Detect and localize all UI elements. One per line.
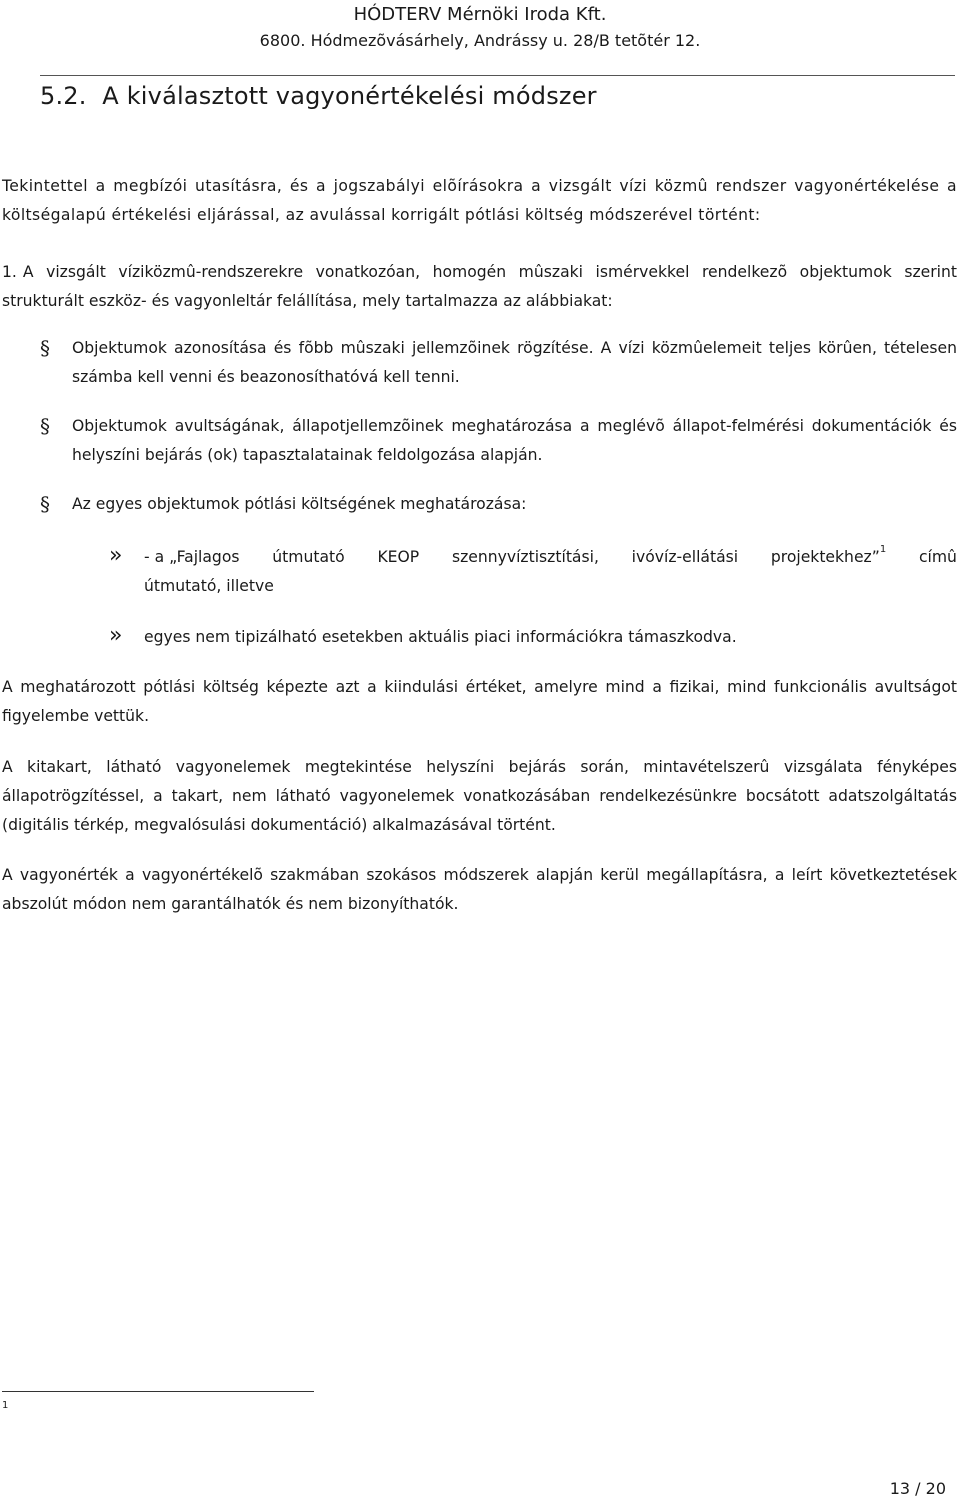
paragraph: A meghatározott pótlási költség képezte azt a kiindulási értéket, amelyre mind a fizikai, mind funkcionális avultságot figyelembe vettük. xyxy=(2,678,957,725)
double-chevron-icon: » xyxy=(109,623,123,648)
item-number: 1. xyxy=(2,263,17,281)
header-divider xyxy=(40,75,955,76)
bullet-item xyxy=(2,490,957,519)
sub-word-with-footnote: projektekhez”$^1$ xyxy=(770,544,887,566)
bullet-text: Objektumok avultságának, állapotjellemzõinek meghatározása a meglévõ állapot-felmérési dokumentációk és helyszíni bejárás (ok) tapasztalatainak feldolgozása alapján. xyxy=(72,417,957,464)
document-body xyxy=(2,172,957,919)
section-sign-icon: § xyxy=(40,492,50,516)
sub-item xyxy=(2,623,957,652)
paragraph: A vagyonérték a vagyonértékelõ szakmában szokásos módszerek alapján kerül megállapításra, a leírt következtetések abszolút módon nem garantálhatók és nem bizonyíthatók. xyxy=(2,866,957,913)
section-title: 5.2. A kiválasztott vagyonértékelési módszer xyxy=(40,82,597,110)
sub-item xyxy=(2,543,957,601)
double-chevron-icon: » xyxy=(109,543,123,568)
section-sign-icon: § xyxy=(40,336,50,360)
page-number: 13 / 20 xyxy=(889,1479,946,1498)
sub-item-text: egyes nem tipizálható esetekben aktuális piaci információkra támaszkodva. xyxy=(144,628,737,646)
item-text: A vizsgált víziközmû-rendszerekre vonatkozóan, homogén mûszaki ismérvekkel rendelkezõ objektumok szerint strukturált eszköz- és vagyonleltár felállítása, mely tartalmazza az alábbiakat: xyxy=(2,263,957,310)
sub-word: szennyvíztisztítási, xyxy=(451,548,599,566)
sub-word: címû xyxy=(918,548,957,566)
footnote-divider xyxy=(2,1391,314,1392)
paragraph: A kitakart, látható vagyonelemek megtekintése helyszíni bejárás során, mintavételszerû vizsgálata fényképes állapotrögzítéssel, a takart, nem látható vagyonelemek vonatkozásában rendelkezésünkre bocsátott adatszolgáltatás (digitális térkép, megvalósulási dokumentáció) alkalmazásával történt. xyxy=(2,758,957,834)
bullet-item xyxy=(2,334,957,392)
sub-word: - a „Fajlagos xyxy=(144,548,240,566)
page-header xyxy=(0,4,960,51)
bullet-text: Az egyes objektumok pótlási költségének meghatározása: xyxy=(72,495,527,513)
numbered-item-1 xyxy=(2,258,957,316)
sub-word: KEOP xyxy=(377,548,420,566)
footnote-ref: 1 xyxy=(879,544,887,555)
bullet-item xyxy=(2,412,957,470)
intro-paragraph: Tekintettel a megbízói utasításra, és a jogszabályi elõírásokra a vizsgált vízi közmû rendszer vagyonértékelése a költségalapú értékelési eljárással, az avulással korrigált pótlási költség módszerével történt: xyxy=(2,177,957,224)
bullet-text: Objektumok azonosítása és fõbb mûszaki jellemzõinek rögzítése. A vízi közmûelemeit teljes körûen, tételesen számba kell venni és beazonosíthatóvá kell tenni. xyxy=(72,339,957,386)
sub-word: útmutató xyxy=(272,548,345,566)
sub-item-line: útmutató, illetve xyxy=(144,577,274,595)
footnote-number: 1 xyxy=(2,1400,9,1411)
sub-item-line xyxy=(144,543,957,572)
sub-word: ivóvíz-ellátási xyxy=(631,548,739,566)
company-address: 6800. Hódmezõvásárhely, Andrássy u. 28/B tetõtér 12. xyxy=(259,31,701,50)
section-sign-icon: § xyxy=(40,414,50,438)
company-name: HÓDTERV Mérnöki Iroda Kft. xyxy=(353,4,607,25)
